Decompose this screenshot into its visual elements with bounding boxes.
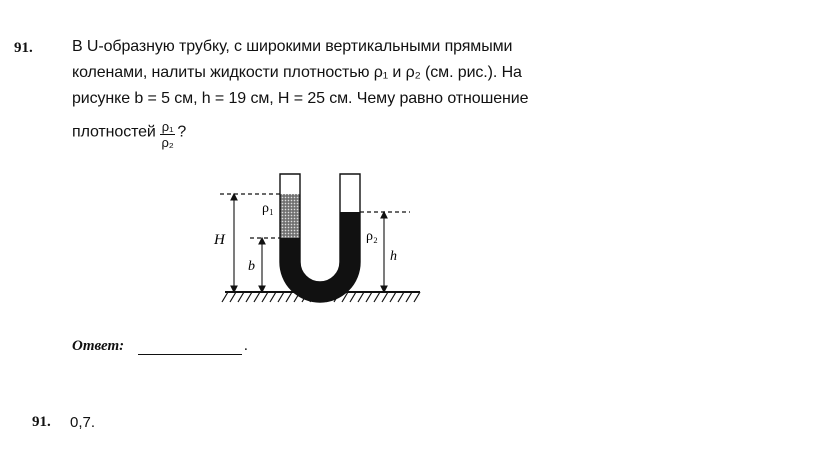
label-h: h	[390, 249, 397, 264]
dimension-arrows	[231, 194, 387, 292]
problem-line-2: коленами, налиты жидкости плотностью ρ₁ и ρ₂ (см. рис.). На	[72, 64, 522, 81]
answer-blank-line[interactable]	[138, 354, 242, 355]
problem-line-4	[72, 118, 592, 150]
fraction-numerator: ρ₁	[161, 119, 174, 134]
problem-text	[72, 34, 592, 150]
answer-dot: .	[244, 338, 248, 354]
label-rho1: ρ₁	[262, 201, 274, 216]
liquid-rho1	[280, 194, 300, 238]
label-b: b	[248, 259, 255, 274]
answer-label: Ответ:	[72, 338, 125, 354]
u-tube-figure	[210, 170, 430, 305]
problem-number: 91.	[14, 40, 33, 56]
problem-line-3: рисунке b = 5 см, h = 19 см, H = 25 см. Чему равно отношение	[72, 90, 529, 107]
problem-line-1: В U-образную трубку, с широкими вертикальными прямыми	[72, 38, 513, 55]
question-mark: ?	[177, 123, 187, 141]
label-H: H	[214, 232, 225, 248]
density-ratio-fraction	[160, 120, 176, 149]
problem-line-4-text: плотностей	[72, 123, 156, 141]
solution-value: 0,7.	[70, 414, 96, 431]
fraction-denominator: ρ₂	[161, 135, 174, 150]
label-rho2: ρ₂	[366, 229, 378, 244]
solution-number: 91.	[32, 414, 51, 430]
